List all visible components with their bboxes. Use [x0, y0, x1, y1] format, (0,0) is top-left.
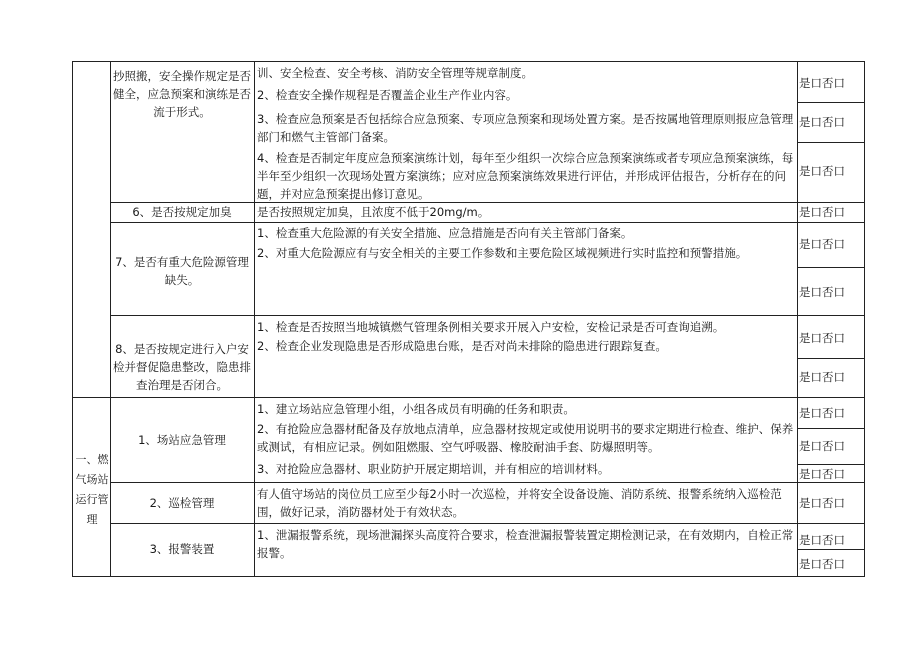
row-divider: [797, 267, 864, 268]
check-yes-no[interactable]: 是口否口: [799, 370, 845, 384]
detail-line: 是否按照规定加臭，且浓度不低于20mg∕m。: [257, 205, 490, 219]
detail-line: 训、安全检查、安全考核、消防安全管理等规章制度。: [257, 66, 533, 80]
col-divider: [110, 61, 111, 577]
row-divider: [797, 358, 864, 359]
check-yes-no[interactable]: 是口否口: [799, 164, 845, 178]
check-yes-no[interactable]: 是口否口: [799, 237, 845, 251]
item-cell: 2、巡检管理: [149, 496, 215, 510]
check-yes-no[interactable]: 是口否口: [799, 557, 845, 571]
detail-line: 2、检查企业发现隐患是否形成隐患台账，是否对尚未排除的隐患进行跟踪复查。: [257, 339, 667, 353]
item-cell: 8、是否按规定进行入户安检并督促隐患整改，隐患排查治理是否闭合。: [113, 342, 251, 392]
check-yes-no[interactable]: 是口否口: [799, 496, 845, 510]
table-border-bottom: [72, 576, 864, 577]
check-yes-no[interactable]: 是口否口: [799, 331, 845, 345]
detail-paragraph: 4、检查是否制定年度应急预案演练计划，每年至少组织一次综合应急预案演练或者专项应急预案演练，每半年至少组织一次现场处置方案演练；应对应急预案演练效果进行评估，并形成评估报告，分析存在的问题，并对应急预案提出修订意见。: [257, 151, 794, 201]
table-border-top: [72, 61, 864, 62]
row-divider: [110, 523, 864, 524]
check-yes-no[interactable]: 是口否口: [799, 285, 845, 299]
check-yes-no[interactable]: 是口否口: [799, 533, 845, 547]
col-divider: [797, 61, 798, 577]
item-cell: 7、是否有重大危险源管理缺失。: [115, 255, 249, 287]
detail-line: 3、对抢险应急器材、职业防护开展定期培训，并有相应的培训材料。: [257, 462, 610, 476]
check-yes-no[interactable]: 是口否口: [799, 467, 845, 481]
row-divider: [797, 549, 864, 550]
detail-paragraph: 1、泄漏报警系统，现场泄漏探头高度符合要求，检查泄漏报警装置定期检测记录，在有效期内，自检正常报警。: [257, 528, 794, 560]
detail-line: 1、检查重大危险源的有关安全措施、应急措施是否向有关主管部门备案。: [257, 226, 633, 240]
detail-line: 1、检查是否按照当地城镇燃气管理条例相关要求开展入户安检，安检记录是否可查询追溯。: [257, 320, 725, 334]
detail-line: 2、对重大危险源应有与安全相关的主要工作参数和主要危险区域视频进行实时监控和预警措施。: [257, 246, 748, 260]
row-divider: [110, 222, 864, 223]
check-yes-no[interactable]: 是口否口: [799, 115, 845, 129]
row-divider: [797, 102, 864, 103]
row-divider: [797, 428, 864, 429]
category-cell: 一、燃气场站运行管理: [75, 453, 109, 526]
detail-paragraph: 2、有抢险应急器材配备及存放地点清单，应急器材按规定或使用说明书的要求定期进行检查、维护、保养或测试，有相应记录。例如阻燃服、空气呼吸器、橡胶耐油手套、防爆照明等。: [257, 422, 794, 454]
check-yes-no[interactable]: 是口否口: [799, 439, 845, 453]
detail-line: 1、建立场站应急管理小组，小组各成员有明确的任务和职责。: [257, 402, 575, 416]
detail-line: 2、检查安全操作规程是否覆盖企业生产作业内容。: [257, 88, 518, 102]
item-cell: 抄照搬，安全操作规定是否健全，应急预案和演练是否流于形式。: [113, 69, 251, 119]
row-divider: [110, 315, 864, 316]
item-cell: 6、是否按规定加臭: [132, 205, 232, 219]
col-divider: [254, 61, 255, 577]
detail-paragraph: 3、检查应急预案是否包括综合应急预案、专项应急预案和现场处置方案。是否按属地管理原则报应急管理部门和燃气主管部门备案。: [257, 112, 794, 144]
detail-paragraph: 有人值守场站的岗位员工应至少每2小时一次巡检，并将安全设备设施、消防系统、报警系统纳入巡检范围，做好记录，消防器材处于有效状态。: [257, 487, 782, 519]
item-cell: 3、报警装置: [149, 542, 215, 556]
row-divider: [797, 142, 864, 143]
check-yes-no[interactable]: 是口否口: [799, 205, 845, 219]
item-cell: 1、场站应急管理: [138, 433, 226, 447]
check-yes-no[interactable]: 是口否口: [799, 406, 845, 420]
check-yes-no[interactable]: 是口否口: [799, 76, 845, 90]
col-divider: [72, 61, 73, 577]
row-divider: [110, 482, 864, 483]
col-divider: [864, 61, 865, 577]
section-divider: [72, 397, 864, 398]
